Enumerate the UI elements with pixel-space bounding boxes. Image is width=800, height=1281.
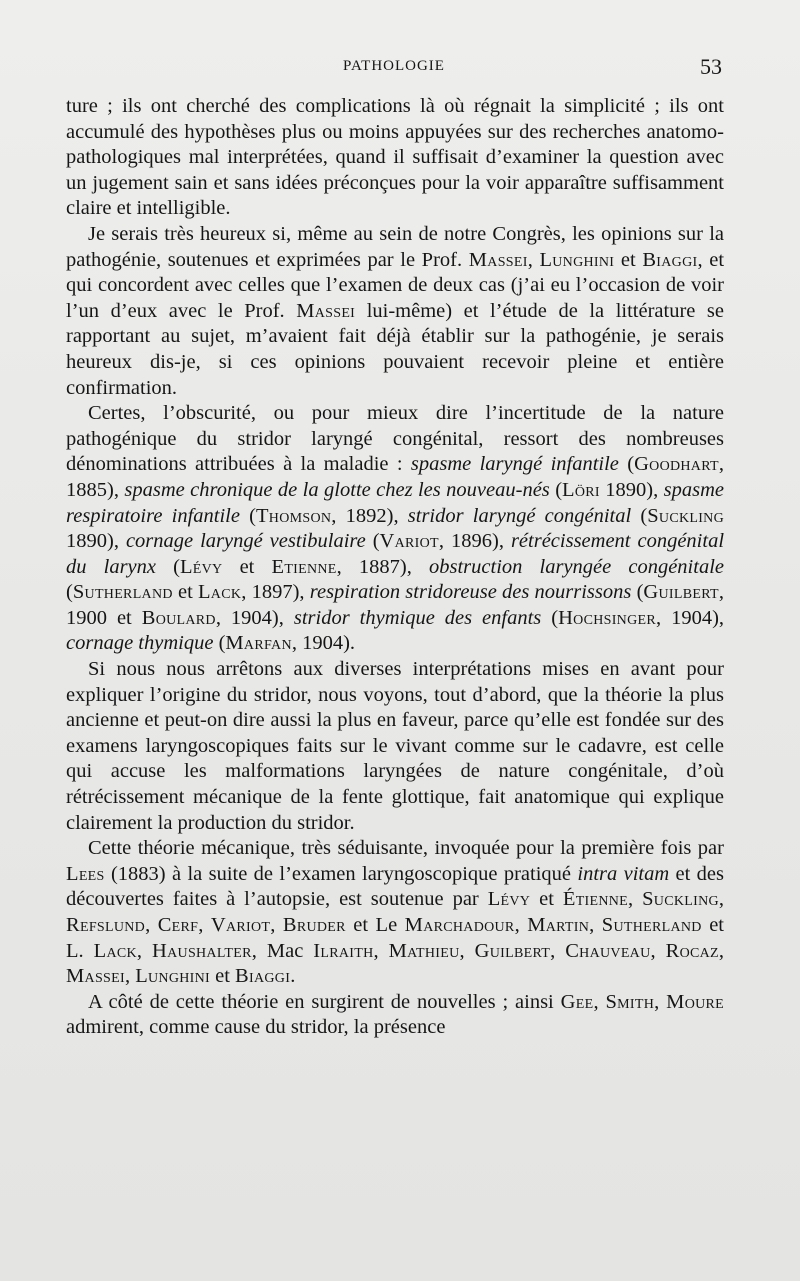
text-run: , — [514, 914, 528, 936]
text-run: , — [628, 888, 643, 911]
text-run: et — [614, 248, 643, 271]
author-name: Lévy — [487, 888, 531, 911]
text-run: et — [530, 888, 563, 911]
italic-term: spasme laryngé infantile — [410, 453, 619, 476]
text-run: ( — [549, 478, 563, 501]
text-run: , 1885), — [66, 453, 724, 501]
italic-term: cornage thymique — [66, 632, 214, 655]
author-name: Sutherland — [72, 581, 173, 604]
text-run: et — [210, 965, 236, 988]
author-name: Boulard — [141, 606, 216, 629]
text-run: , — [270, 914, 283, 936]
text-run: ( — [631, 581, 644, 604]
text-run: et des découvertes faites à l’autopsie, est soutenue par — [66, 862, 724, 911]
author-name: Biaggi — [642, 248, 698, 271]
author-name: Biaggi — [235, 965, 291, 988]
author-name: Marfan — [225, 632, 292, 655]
text-run: lui-même) et l’étude de la littérature se rapportant au sujet, m’avaient fait déjà établir sur la pathogénie, je serais heureux dis-je, si ces opinions pouvaient recevoir pleine et entière confirmation. — [66, 299, 724, 399]
text-run: ture ; ils ont cherché des complications là où régnait la simplicité ; ils ont accumulé des hypothèses plus ou moins appuyées sur des recherches anatomo-pathologiques mal interprétées, quand il suffisait d’examiner la question avec un jugement sain et sans idées préconçues pour la voir apparaître suffisamment claire et intelligible. — [66, 95, 724, 220]
author-name: Suckling — [642, 888, 719, 911]
text-run: , 1904). — [291, 632, 356, 655]
text-run: , — [459, 939, 475, 962]
text-run: et Le — [345, 914, 405, 936]
text-run: , — [527, 248, 540, 271]
author-name: Moure — [666, 990, 725, 1013]
author-name: Martin — [527, 914, 590, 936]
text-run: , — [124, 965, 136, 988]
text-run: A côté de cette théorie en surgirent de nouvelles ; ainsi — [88, 990, 561, 1013]
paragraph-2 — [66, 222, 724, 401]
paragraph-6 — [66, 990, 724, 1041]
author-name: Étienne — [562, 888, 629, 911]
paragraph-5 — [66, 836, 724, 990]
text-run: ( — [156, 555, 180, 578]
text-run: , — [718, 939, 725, 962]
text-run: ( — [541, 606, 559, 629]
author-name: Thomson — [255, 504, 332, 527]
page-header — [66, 52, 722, 92]
text-run: ( — [365, 530, 380, 553]
author-name: Chauveau — [565, 939, 651, 962]
text-run: , — [589, 914, 602, 936]
author-name: Guilbert — [474, 939, 551, 962]
author-name: Massei — [468, 248, 528, 271]
author-name: Lunghini — [539, 248, 615, 271]
text-run: , 1904), — [655, 606, 725, 629]
text-run: (1883) à la suite de l’examen laryngoscopique pratiqué — [104, 862, 578, 885]
italic-term: spasme chronique de la glotte chez les nouveau-nés — [124, 478, 550, 501]
text-run: , Mac — [251, 939, 314, 962]
author-name: Rocaz — [665, 939, 719, 962]
text-run: ( — [618, 453, 635, 476]
paragraph-1 — [66, 94, 724, 222]
author-name: Refslund — [66, 914, 146, 936]
body-text — [66, 94, 724, 1041]
text-run: , 1887), — [336, 555, 429, 578]
italic-term: intra vitam — [577, 862, 670, 885]
italic-term: stridor laryngé congénital — [407, 504, 632, 527]
text-run: , 1896), — [438, 530, 511, 553]
text-run: , — [373, 939, 389, 962]
text-run: et — [222, 555, 272, 578]
text-run: , — [654, 990, 667, 1013]
author-name: Smith — [605, 990, 655, 1013]
author-name: Hochsinger — [558, 606, 656, 629]
author-name: Cerf — [157, 914, 199, 936]
text-run: , 1900 et — [66, 581, 724, 629]
author-name: Variot — [379, 530, 439, 553]
italic-term: obstruction laryngée congénitale — [429, 555, 724, 578]
text-run: , — [198, 914, 211, 936]
author-name: Marchadour — [404, 914, 515, 936]
text-run: , — [718, 888, 725, 911]
author-name: Lunghini — [135, 965, 210, 988]
italic-term: stridor thymique des enfants — [293, 606, 542, 629]
text-run: Je serais très heureux si, même au sein de notre Congrès, les opinions sur la pathogénie, soutenues et exprimées par le Prof. — [66, 222, 724, 271]
italic-term: spasme respiratoire infantile — [66, 478, 725, 527]
text-run: ( — [66, 581, 73, 604]
author-name: Variot — [210, 914, 271, 936]
text-run: et — [172, 581, 198, 604]
author-name: Mathieu — [388, 939, 460, 962]
text-run: . — [290, 965, 296, 988]
text-run: , — [550, 939, 566, 962]
author-name: Lees — [66, 862, 105, 885]
italic-term: cornage laryngé vestibulaire — [125, 530, 366, 553]
author-name: Goodhart — [634, 453, 719, 476]
text-run: Certes, l’obscurité, ou pour mieux dire l’incertitude de la nature pathogénique du stridor laryngé congénital, ressort des nombreuses dénominations attribuées à la maladie : — [66, 402, 724, 476]
author-name: Massei — [66, 965, 125, 988]
author-name: Bruder — [282, 914, 346, 936]
text-run: Si nous nous arrêtons aux diverses interprétations mises en avant pour expliquer l’origine du stridor, nous voyons, tout d’abord, que la théorie la plus ancienne et peut-on dire aussi la plus en faveur, parce qu’elle est fondée sur des examens laryngoscopiques faits sur le vivant comme sur le cadavre, est celle qui accuse les malformations laryngées de nature congénitale, d’où rétrécissement mécanique de la fente glottique, fait anatomique qui explique clairement la production du stridor. — [66, 658, 724, 834]
author-name: Lack — [93, 939, 137, 962]
page-number: 53 — [700, 54, 722, 79]
text-run: , et qui concordent avec celles que l’examen de deux cas (j’ai eu l’occasion de voir l’un d’eux avec le Prof. — [66, 248, 725, 322]
text-run: , 1892), — [331, 504, 408, 527]
paragraph-4 — [66, 657, 724, 836]
author-name: Haushalter — [152, 939, 252, 962]
author-name: Massei — [296, 299, 356, 322]
paragraph-3 — [66, 401, 724, 657]
running-title: PATHOLOGIE — [343, 58, 445, 74]
author-name: Etienne — [271, 555, 337, 578]
author-name: Löri — [562, 478, 600, 501]
author-name: Ilraith — [313, 939, 374, 962]
author-name: Lack — [197, 581, 242, 604]
text-run: , — [650, 939, 666, 962]
author-name: Sutherland — [601, 914, 702, 936]
text-run: , — [136, 939, 153, 962]
text-run: ( — [239, 504, 256, 527]
author-name: Suckling — [647, 504, 724, 527]
text-run: admirent, comme cause du stridor, la présence — [66, 1016, 446, 1039]
text-run: , — [145, 914, 158, 936]
text-run: , 1904), — [215, 606, 294, 629]
text-run: ( — [213, 632, 226, 655]
author-name: Guilbert — [643, 581, 719, 604]
italic-term: rétrécissement congénital du larynx — [66, 530, 725, 578]
text-run: , 1897), — [241, 581, 310, 604]
text-run: ( — [631, 504, 648, 527]
text-run: Cette théorie mécanique, très séduisante, invoquée pour la première fois par — [88, 837, 724, 860]
text-run: 1890), — [599, 478, 664, 501]
author-name: Lévy — [179, 555, 223, 578]
italic-term: respiration stridoreuse des nourrissons — [309, 581, 632, 604]
text-run: 1890), — [66, 530, 126, 553]
author-name: Gee — [560, 990, 594, 1013]
text-run: , — [593, 990, 606, 1013]
text-run: et L. — [66, 914, 724, 962]
